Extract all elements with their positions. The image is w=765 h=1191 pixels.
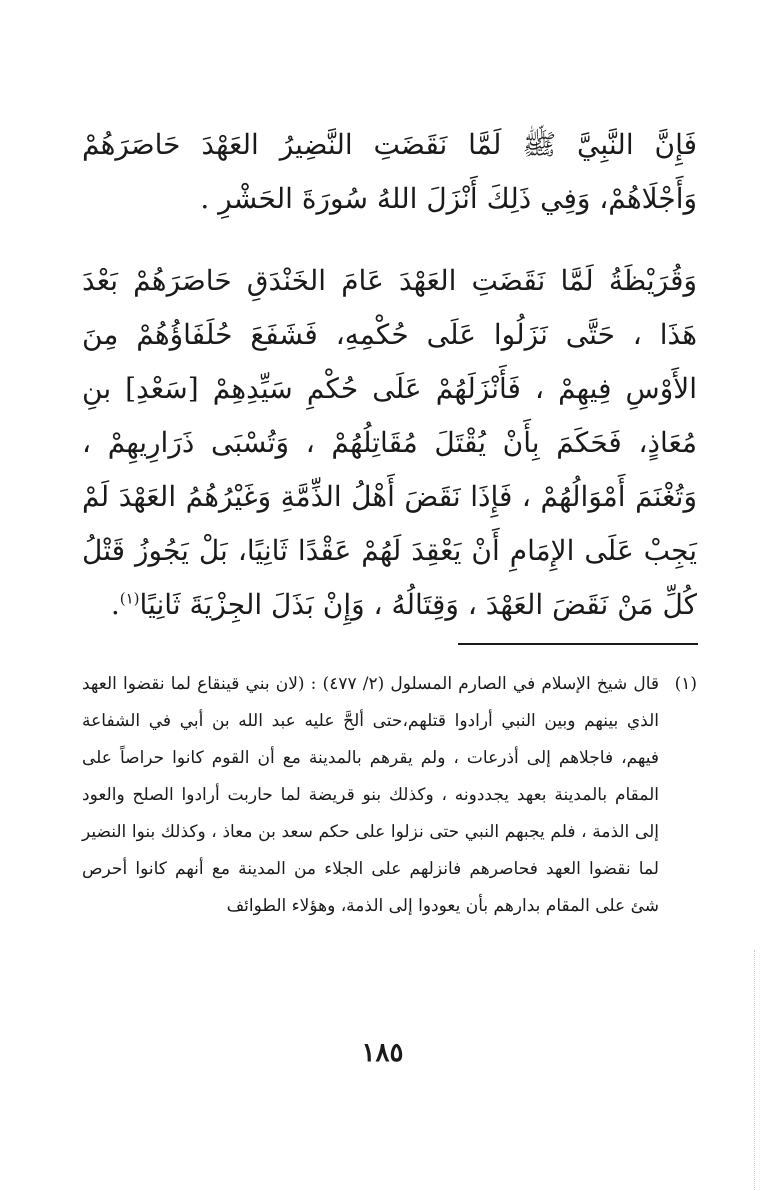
paragraph-1 [82, 118, 697, 226]
paragraph-2-end: . [110, 588, 120, 621]
paragraph-2-text: وَقُرَيْظَةُ لَمَّا نَقَضَتِ العَهْدَ عَامَ الخَنْدَقِ حَاصَرَهُمْ بَعْدَ هَذَا ، حَتَّى نَزَلُوا عَلَى حُكْمِهِ، فَشَفَعَ حُلَفَاؤُهُمْ مِنَ الأَوْسِ فِيهِمْ ، فَأَنْزَلَهُمْ عَلَى حُكْمِ سَيِّدِهِمْ [سَعْدِ] بنِ مُعَاذٍ، فَحَكَمَ بِأَنْ يُقْتَلَ مُقَاتِلُهُمْ ، وَتُسْبَى ذَرَارِيهِمْ ، وَتُغْنَمَ أَمْوَالُهُمْ ، فَإِذَا نَقَضَ أَهْلُ الذِّمَّةِ وَغَيْرُهُمُ العَهْدَ لَمْ يَجِبْ عَلَى الإِمَامِ أَنْ يَعْقِدَ لَهُمْ عَقْدًا ثَانِيًا، بَلْ يَجُوزُ قَتْلُ كُلِّ مَنْ نَقَضَ العَهْدَ ، وَقِتَالُهُ ، وَإِنْ بَذَلَ الجِزْيَةَ ثَانِيًا [82, 264, 697, 621]
main-text-block [82, 118, 697, 632]
footnote-text: قال شيخ الإسلام في الصارم المسلول (٢/ ٤٧٧) : (لان بني قينقاع لما نقضوا العهد الذي بينهم وبين النبي أرادوا قتلهم،حتى ألحَّ عليه عبد الله بن أبي في الشفاعة فيهم، فاجلاهم إلى أذرعات ، ولم يقرهم بالمدينة مع أن القوم كانوا حراصاً على المقام بالمدينة بعهد يجددونه ، وكذلك بنو قريضة لما حاربت أرادوا الصلح والعود إلى الذمة ، فلم يجبهم النبي حتى نزلوا على حكم سعد بن معاذ ، وكذلك بنوا النضير لما نقضوا العهد فحاصرهم فانزلهم على الجلاء من المدينة مع أنهم كانوا أحرص شئ على المقام بدارهم بأن يعودوا إلى الذمة، وهؤلاء الطوائف [82, 674, 660, 916]
footnote-reference[interactable]: (١) [119, 589, 140, 608]
footnote [82, 666, 697, 925]
paragraph-1-text: فَإِنَّ النَّبِيَّ ﷺ لَمَّا نَقَضَتِ النَّضِيرُ العَهْدَ حَاصَرَهُمْ وَأَجْلَاهُمْ، وَفِي ذَلِكَ أَنْزَلَ اللهُ سُورَةَ الحَشْرِ . [82, 128, 697, 215]
page-number: ١٨٥ [361, 1038, 404, 1068]
paragraph-2 [82, 254, 697, 632]
footnote-divider [458, 643, 698, 645]
page-edge-mark [752, 950, 755, 1190]
footnote-number: (١) [674, 674, 697, 694]
